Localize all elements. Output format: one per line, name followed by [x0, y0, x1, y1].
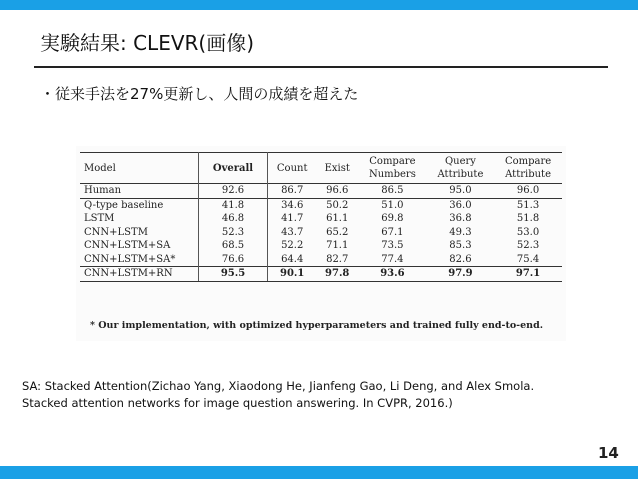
score-cell: 43.7: [281, 226, 304, 238]
score-cell: 67.1: [381, 226, 404, 238]
citation: [22, 378, 534, 412]
score-cell: 96.6: [326, 185, 349, 196]
score-cell: 52.3: [516, 240, 540, 251]
score-cell: 97.1: [494, 267, 562, 282]
score-cell: 93.6: [358, 267, 427, 282]
results-table-figure: [76, 146, 566, 341]
table-row: [80, 184, 562, 199]
column-header: Count: [276, 162, 308, 174]
bottom-accent-bar: [0, 466, 638, 479]
column-header: Overall: [199, 153, 268, 184]
score-cell: 65.2: [326, 226, 349, 238]
score-cell: 76.6: [199, 253, 268, 267]
table-row: [80, 253, 562, 267]
table-body: [80, 184, 562, 282]
score-cell: 86.7: [281, 185, 304, 196]
score-cell: 92.6: [199, 184, 268, 199]
model-name-cell: Q-type baseline: [80, 198, 199, 212]
score-cell: 96.0: [516, 185, 540, 196]
score-cell: 97.8: [316, 267, 358, 282]
score-cell: 73.5: [381, 240, 404, 251]
table-row: [80, 212, 562, 226]
score-cell: 97.9: [427, 267, 494, 282]
score-cell: 46.8: [199, 212, 268, 226]
top-accent-bar: [0, 0, 638, 10]
score-cell: 36.8: [449, 213, 472, 224]
score-cell: 90.1: [268, 267, 317, 282]
score-cell: 51.0: [358, 198, 427, 212]
score-cell: 95.5: [199, 267, 268, 282]
score-cell: 51.8: [516, 213, 540, 224]
score-cell: 52.3: [199, 226, 268, 240]
score-cell: 77.4: [381, 253, 404, 265]
score-cell: 41.7: [281, 213, 304, 224]
slide-title: 実験結果: CLEVR(画像): [40, 31, 255, 55]
score-cell: 49.3: [449, 226, 472, 238]
table-footnote: * Our implementation, with optimized hyperparameters and trained fully end-to-end.: [90, 320, 544, 331]
score-cell: 34.6: [268, 198, 317, 212]
score-cell: 36.0: [427, 198, 494, 212]
score-cell: 51.3: [494, 198, 562, 212]
page-number: 14: [598, 444, 619, 462]
score-cell: 69.8: [381, 213, 404, 224]
citation-line-2: Stacked attention networks for image question answering. In CVPR, 2016.): [22, 396, 453, 410]
score-cell: 71.1: [326, 240, 349, 251]
table-row: [80, 198, 562, 212]
score-cell: 75.4: [516, 253, 540, 265]
score-cell: 68.5: [199, 239, 268, 253]
table-row: [80, 239, 562, 253]
column-header: Compare Attribute: [504, 156, 552, 180]
citation-line-1: SA: Stacked Attention(Zichao Yang, Xiaodong He, Jianfeng Gao, Li Deng, and Alex Smola.: [22, 379, 535, 393]
model-name-cell: CNN+LSTM: [80, 226, 199, 240]
score-cell: 64.4: [281, 253, 304, 265]
column-header: Query Attribute: [437, 156, 484, 180]
score-cell: 95.0: [449, 185, 472, 196]
model-name-cell: CNN+LSTM+RN: [80, 267, 199, 282]
table-row: [80, 226, 562, 240]
score-cell: 85.3: [449, 240, 472, 251]
bullet-point: ・従来手法を27%更新し、人間の成績を超えた: [40, 85, 359, 103]
model-name-cell: CNN+LSTM+SA: [80, 239, 199, 253]
score-cell: 52.2: [281, 240, 304, 251]
column-header: Exist: [324, 162, 350, 174]
model-name-cell: LSTM: [80, 212, 199, 226]
column-header: Compare Numbers: [368, 156, 416, 180]
score-cell: 82.6: [449, 253, 472, 265]
score-cell: 53.0: [516, 226, 540, 238]
score-cell: 41.8: [199, 198, 268, 212]
table-header-row: [80, 153, 562, 184]
score-cell: 82.7: [326, 253, 349, 265]
column-header: Model: [80, 153, 199, 184]
results-table: [80, 152, 562, 282]
title-divider: [34, 66, 608, 68]
score-cell: 50.2: [316, 198, 358, 212]
score-cell: 61.1: [326, 213, 349, 224]
model-name-cell: CNN+LSTM+SA*: [80, 253, 199, 267]
score-cell: 86.5: [381, 185, 404, 196]
model-name-cell: Human: [80, 184, 199, 199]
table-row: [80, 267, 562, 282]
